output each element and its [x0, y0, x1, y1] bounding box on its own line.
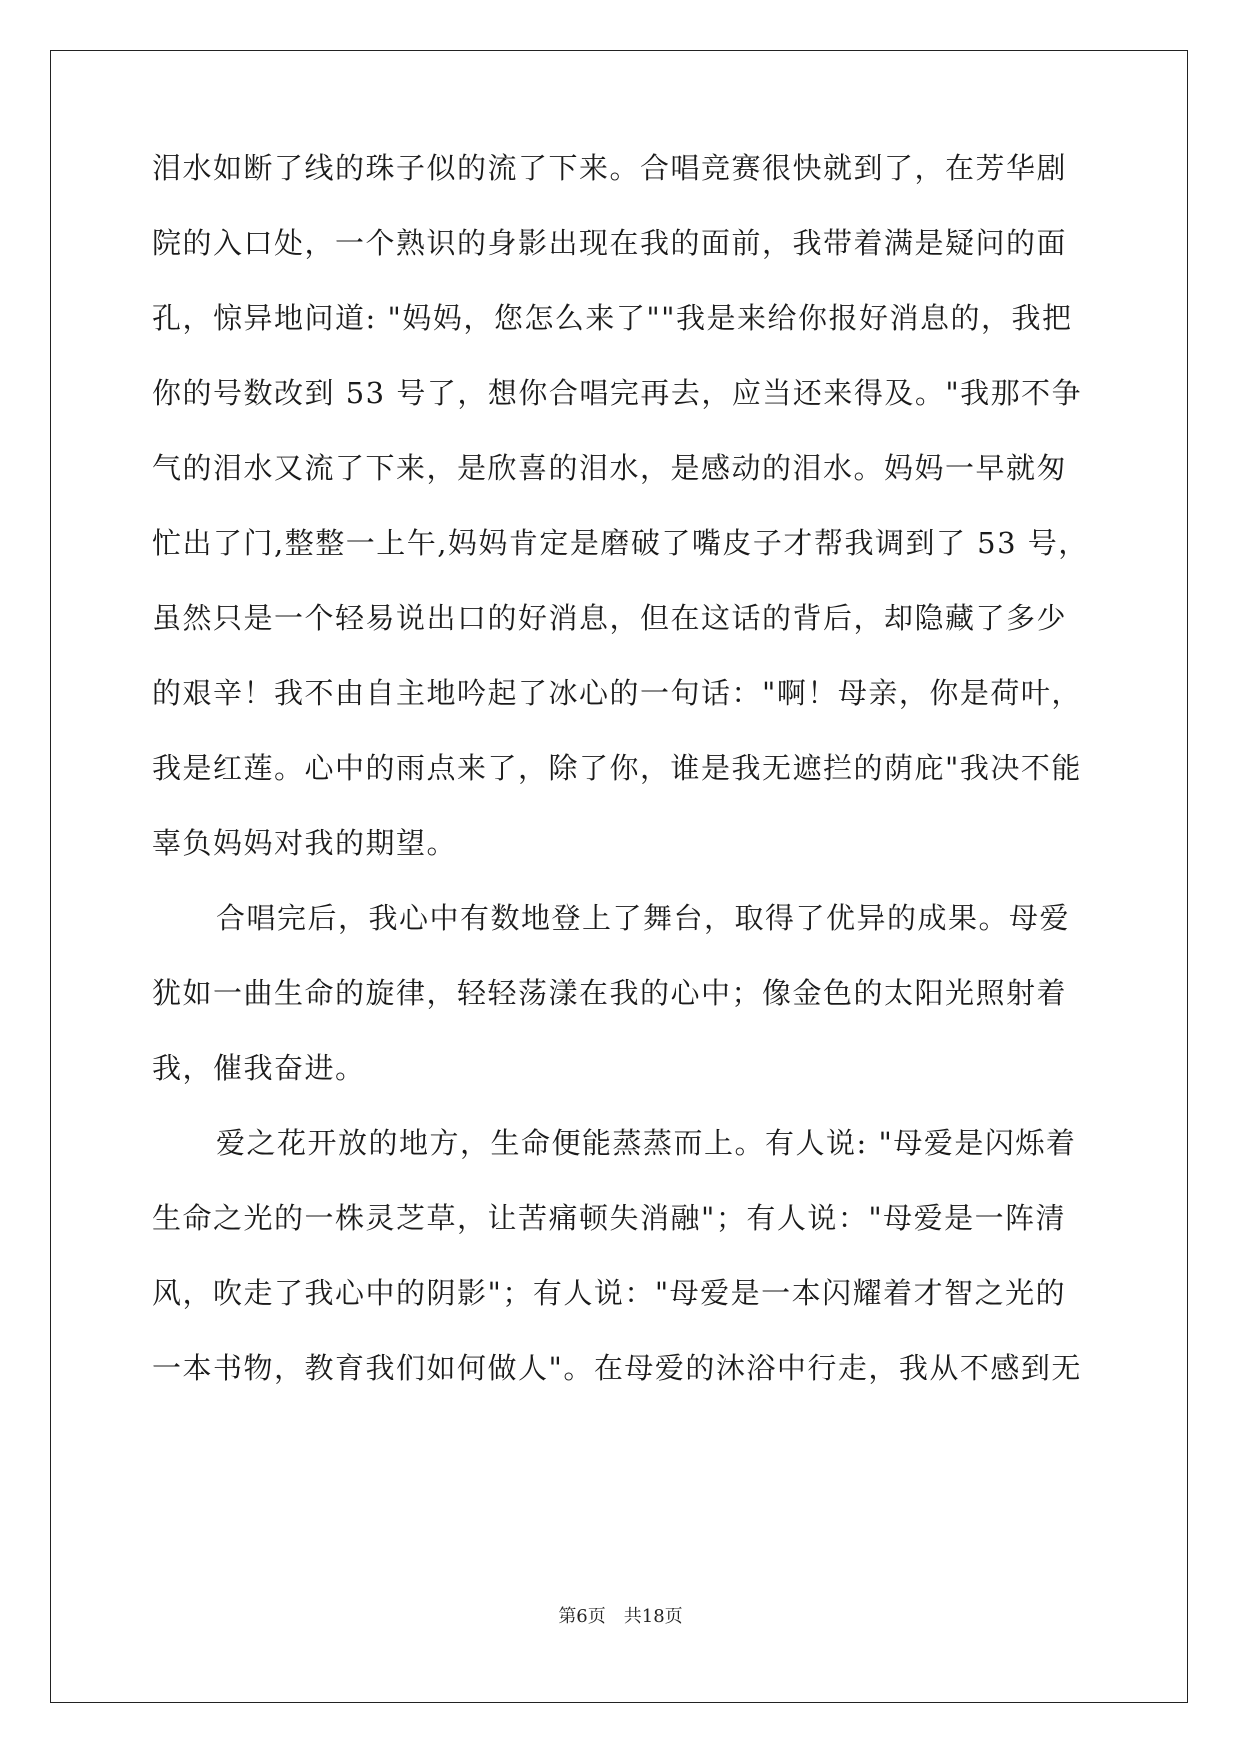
- paragraph-line: 风，吹走了我心中的阴影"；有人说："母爱是一本闪耀着才智之光的: [152, 1276, 1067, 1310]
- paragraph-line: 辜负妈妈对我的期望。: [152, 826, 458, 860]
- page-number-footer: 第6页 共18页: [558, 1606, 683, 1627]
- paragraph-line: 孔，惊异地问道: "妈妈，您怎么来了""我是来给你报好消息的，我把: [152, 301, 1073, 335]
- paragraph-line: 泪水如断了线的珠子似的流了下来。合唱竞赛很快就到了，在芳华剧: [152, 151, 1068, 185]
- paragraph-line: 你的号数改到 53 号了，想你合唱完再去，应当还来得及。"我那不争: [152, 376, 1083, 410]
- paragraph-line: 我，催我奋进。: [152, 1051, 366, 1085]
- paragraph-line: 一本书物，教育我们如何做人"。在母爱的沐浴中行走，我从不感到无: [152, 1351, 1082, 1385]
- paragraph-line: 合唱完后，我心中有数地登上了舞台，取得了优异的成果。母爱: [216, 901, 1071, 935]
- paragraph-line: 忙出了门,整整一上午,妈妈肯定是磨破了嘴皮子才帮我调到了 53 号，: [152, 526, 1089, 560]
- paragraph-line: 爱之花开放的地方，生命便能蒸蒸而上。有人说: "母爱是闪烁着: [216, 1126, 1077, 1160]
- paragraph-line: 我是红莲。心中的雨点来了，除了你，谁是我无遮拦的荫庇"我决不能: [152, 751, 1082, 785]
- paragraph-line: 院的入口处，一个熟识的身影出现在我的面前，我带着满是疑问的面: [152, 226, 1068, 260]
- paragraph-line: 犹如一曲生命的旋律，轻轻荡漾在我的心中；像金色的太阳光照射着: [152, 976, 1068, 1010]
- paragraph-line: 生命之光的一株灵芝草，让苦痛顿失消融"；有人说："母爱是一阵清: [152, 1201, 1067, 1235]
- paragraph-line: 气的泪水又流了下来，是欣喜的泪水，是感动的泪水。妈妈一早就匆: [152, 451, 1068, 485]
- paragraph-line: 的艰辛！我不由自主地吟起了冰心的一句话："啊！母亲，你是荷叶，: [152, 676, 1082, 710]
- paragraph-line: 虽然只是一个轻易说出口的好消息，但在这话的背后，却隐藏了多少: [152, 601, 1068, 635]
